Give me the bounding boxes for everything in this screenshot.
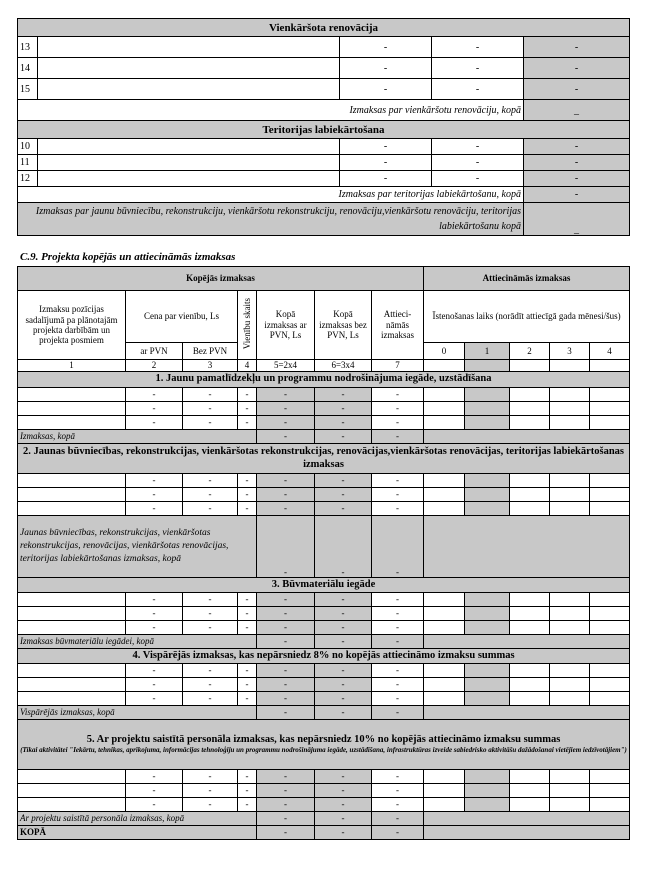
table-row (18, 621, 630, 635)
table-row (18, 58, 630, 79)
construction-grand-total-value: _ (524, 203, 630, 236)
section-2-total-label: Jaunas būvniecības, rekonstrukcijas, vienkāršotas rekonstrukcijas, renovācijas, vienkāršotas renovācijas, teritorijas labiekārtošanas izmaksas, kopā (18, 516, 257, 578)
table-row (18, 593, 630, 607)
table-row (18, 37, 630, 58)
cell-value (432, 58, 524, 79)
period-1: 1 (465, 343, 510, 360)
renovation-total-value: _ (524, 100, 630, 121)
cell-value (432, 171, 524, 187)
renovation-title: Vienkāršota renovācija (18, 19, 630, 37)
renovation-total-label: Izmaksas par vienkāršotu renovāciju, kopā (18, 100, 524, 121)
cell-value (340, 37, 432, 58)
col-num-5: 5=2x4 (257, 360, 315, 372)
section-5-note: (Tikai aktivitātei "Iekārtu, tehnikas, aprīkojuma, informācijas tehnoloģiju un programmu nodrošinājuma iegāde, uzstādīšana, infrastruktūras izveide sabiedrisko aktivitāšu dažādošanai vietējiem iedzīvotājiem") (20, 746, 627, 755)
cell-input[interactable] (38, 79, 340, 100)
cell-value (432, 37, 524, 58)
cell-value (524, 58, 630, 79)
header-units: Vienību skaits (238, 291, 257, 360)
table-row (18, 770, 630, 784)
col-num-1: 1 (18, 360, 126, 372)
row-number: 11 (18, 155, 38, 171)
row-number: 13 (18, 37, 38, 58)
period-2: 2 (510, 343, 550, 360)
section-title-c9: C.9. Projekta kopējās un attiecināmās izmaksas (20, 251, 236, 263)
cell-value (524, 139, 630, 155)
row-number: 14 (18, 58, 38, 79)
grand-total-label: KOPĀ (18, 826, 257, 840)
section-3-total-label: Izmaksas būvmateriālu iegādei, kopā (18, 635, 257, 649)
cell-value (524, 37, 630, 58)
col-num-6: 6=3x4 (315, 360, 372, 372)
cell-value (524, 79, 630, 100)
cell-value (524, 155, 630, 171)
table-row (18, 488, 630, 502)
cell-value (524, 171, 630, 187)
cell-value (432, 79, 524, 100)
header-total-costs: Kopējās izmaksas (18, 267, 424, 291)
cell-value (432, 155, 524, 171)
table-row (18, 171, 630, 187)
cell-input[interactable] (38, 139, 340, 155)
header-eligible: Attieci-nāmās izmaksas (372, 291, 424, 360)
header-period: Īstenošanas laiks (norādīt attiecīgā gada mēnesi/šus) (424, 291, 630, 343)
cell-value (432, 139, 524, 155)
header-without-vat: Bez PVN (183, 343, 238, 360)
renovation-territory-table (17, 18, 630, 236)
table-row (18, 79, 630, 100)
header-total-with-vat: Kopā izmaksas ar PVN, Ls (257, 291, 315, 360)
cell-input[interactable] (38, 58, 340, 79)
col-num-4: 4 (238, 360, 257, 372)
territory-total-value (524, 187, 630, 203)
section-2-title: 2. Jaunas būvniecības, rekonstrukcijas, vienkāršotas rekonstrukcijas, renovācijas,vienkāršotas renovācijas, teritorijas labiekārtošanas izmaksas (18, 444, 630, 474)
table-row (18, 155, 630, 171)
section-4-total-label: Vispārējās izmaksas, kopā (18, 706, 257, 720)
header-with-vat: ar PVN (126, 343, 183, 360)
col-num-2: 2 (126, 360, 183, 372)
section-3-title: 3. Būvmateriālu iegāde (18, 578, 630, 593)
table-row (18, 139, 630, 155)
section-1-title: 1. Jaunu pamatlīdzekļu un programmu nodrošinājuma iegāde, uzstādīšana (18, 372, 630, 388)
row-number: 15 (18, 79, 38, 100)
cell-input[interactable] (38, 37, 340, 58)
table-row (18, 416, 630, 430)
row-number: 12 (18, 171, 38, 187)
table-row (18, 678, 630, 692)
row-number: 10 (18, 139, 38, 155)
cell-input[interactable] (38, 171, 340, 187)
territory-title: Teritorijas labiekārtošana (18, 121, 630, 139)
table-row (18, 607, 630, 621)
section-4-title: 4. Vispārējās izmaksas, kas nepārsniedz 8% no kopējās attiecināmo izmaksu summas (18, 649, 630, 664)
table-row (18, 798, 630, 812)
section-5-title: 5. Ar projektu saistītā personāla izmaksas, kas nepārsniedz 10% no kopējās attiecināmo izmaksu summas (Tikai aktivitātei "Iekārtu, tehnikas, aprīkojuma, informācijas tehnoloģiju un programmu nodrošinājuma iegāde, uzstādīšana, infrastruktūras izveide sabiedrisko aktivitāšu dažādošanai vietējiem iedzīvotājiem") (18, 720, 630, 770)
cell-value (340, 79, 432, 100)
table-row (18, 664, 630, 678)
section-5-total-label: Ar projektu saistītā personāla izmaksas, kopā (18, 812, 257, 826)
table-row (18, 388, 630, 402)
section-1-total-label: Izmaksas, kopā (18, 430, 257, 444)
cost-table: Kopējās izmaksas Attiecināmās izmaksas Izmaksu pozīcijas sadalījumā pa plānotajām projekta darbībām un projekta posmiem Cena par vienību, Ls Vienību skaits Kopā izmaksas ar PVN, Ls Kopā izmaksas bez PVN, Ls Attieci-nāmās izmaksas Īstenošanas laiks (norādīt attiecīgā gada mēnesi/šus) ar PVN Bez PVN 0 1 2 3 4 1 2 3 4 5=2x4 6=3x4 7 1. Jaunu pamatlīdzekļu un programmu nodrošinājuma iegāde, uzstādīšana - - - - - - - - - - - - - - - - - - Izmaksas, kopā - - - 2. Jaunas būvniecības, rekonstrukcijas, vienkāršotas rekonstrukcijas, renovācijas,vienkāršotas renovācijas, teritorijas labiekārtošanas izmaksas - - - - - - - - - - - - - - - - - - Jaunas būvniecības, rekonstrukcijas, vienkāršotas rekonstrukcijas, renovācijas, vienkāršotas renovācijas, teritorijas labiekārtošanas izmaksas, kopā - - - 3. Būvmateriālu iegāde - - - - - - - - - - - - - - - - - - Izmaksas būvmateriālu iegādei, kopā - - - 4. Vispārējās izmaksas, kas nepārsniedz 8% no kopējās attiecināmo izmaksu summas - - - - - - - - - - - - - - - - - - Vispārējās izmaksas, kopā - - - 5. Ar projektu saistītā personāla izmaksas, kas nepārsniedz 10% no kopējās attiecināmo izmaksu summas (Tikai aktivitātei "Iekārtu, tehnikas, aprīkojuma, informācijas tehnoloģiju un programmu nodrošinājuma iegāde, uzstādīšana, infrastruktūras izveide sabiedrisko aktivitāšu dažādošanai vietējiem iedzīvotājiem") - - - - - - - - - - - - - - - - - - Ar projektu saistītā personāla izmaksas, kopā - - - KOPĀ - - - (17, 266, 630, 840)
period-0: 0 (424, 343, 465, 360)
cell-value (340, 58, 432, 79)
construction-grand-total-label: Izmaksas par jaunu būvniecību, rekonstrukciju, vienkāršotu rekonstrukciju, renovāciju,vienkāršotu renovāciju, teritorijas labiekārtošanu kopā (18, 203, 524, 236)
cell-value (340, 171, 432, 187)
period-4: 4 (590, 343, 630, 360)
territory-total-label: Izmaksas par teritorijas labiekārtošanu, kopā (18, 187, 524, 203)
col-num-3: 3 (183, 360, 238, 372)
cell-value (340, 155, 432, 171)
cell-value (340, 139, 432, 155)
header-position: Izmaksu pozīcijas sadalījumā pa plānotajām projekta darbībām un projekta posmiem (18, 291, 126, 360)
col-num-7: 7 (372, 360, 424, 372)
table-row (18, 502, 630, 516)
header-unit-price: Cena par vienību, Ls (126, 291, 238, 343)
table-row (18, 692, 630, 706)
header-eligible-costs: Attiecināmās izmaksas (424, 267, 630, 291)
period-3: 3 (550, 343, 590, 360)
header-total-without-vat: Kopā izmaksas bez PVN, Ls (315, 291, 372, 360)
cell-input[interactable] (38, 155, 340, 171)
table-row (18, 474, 630, 488)
table-row (18, 784, 630, 798)
table-row (18, 402, 630, 416)
